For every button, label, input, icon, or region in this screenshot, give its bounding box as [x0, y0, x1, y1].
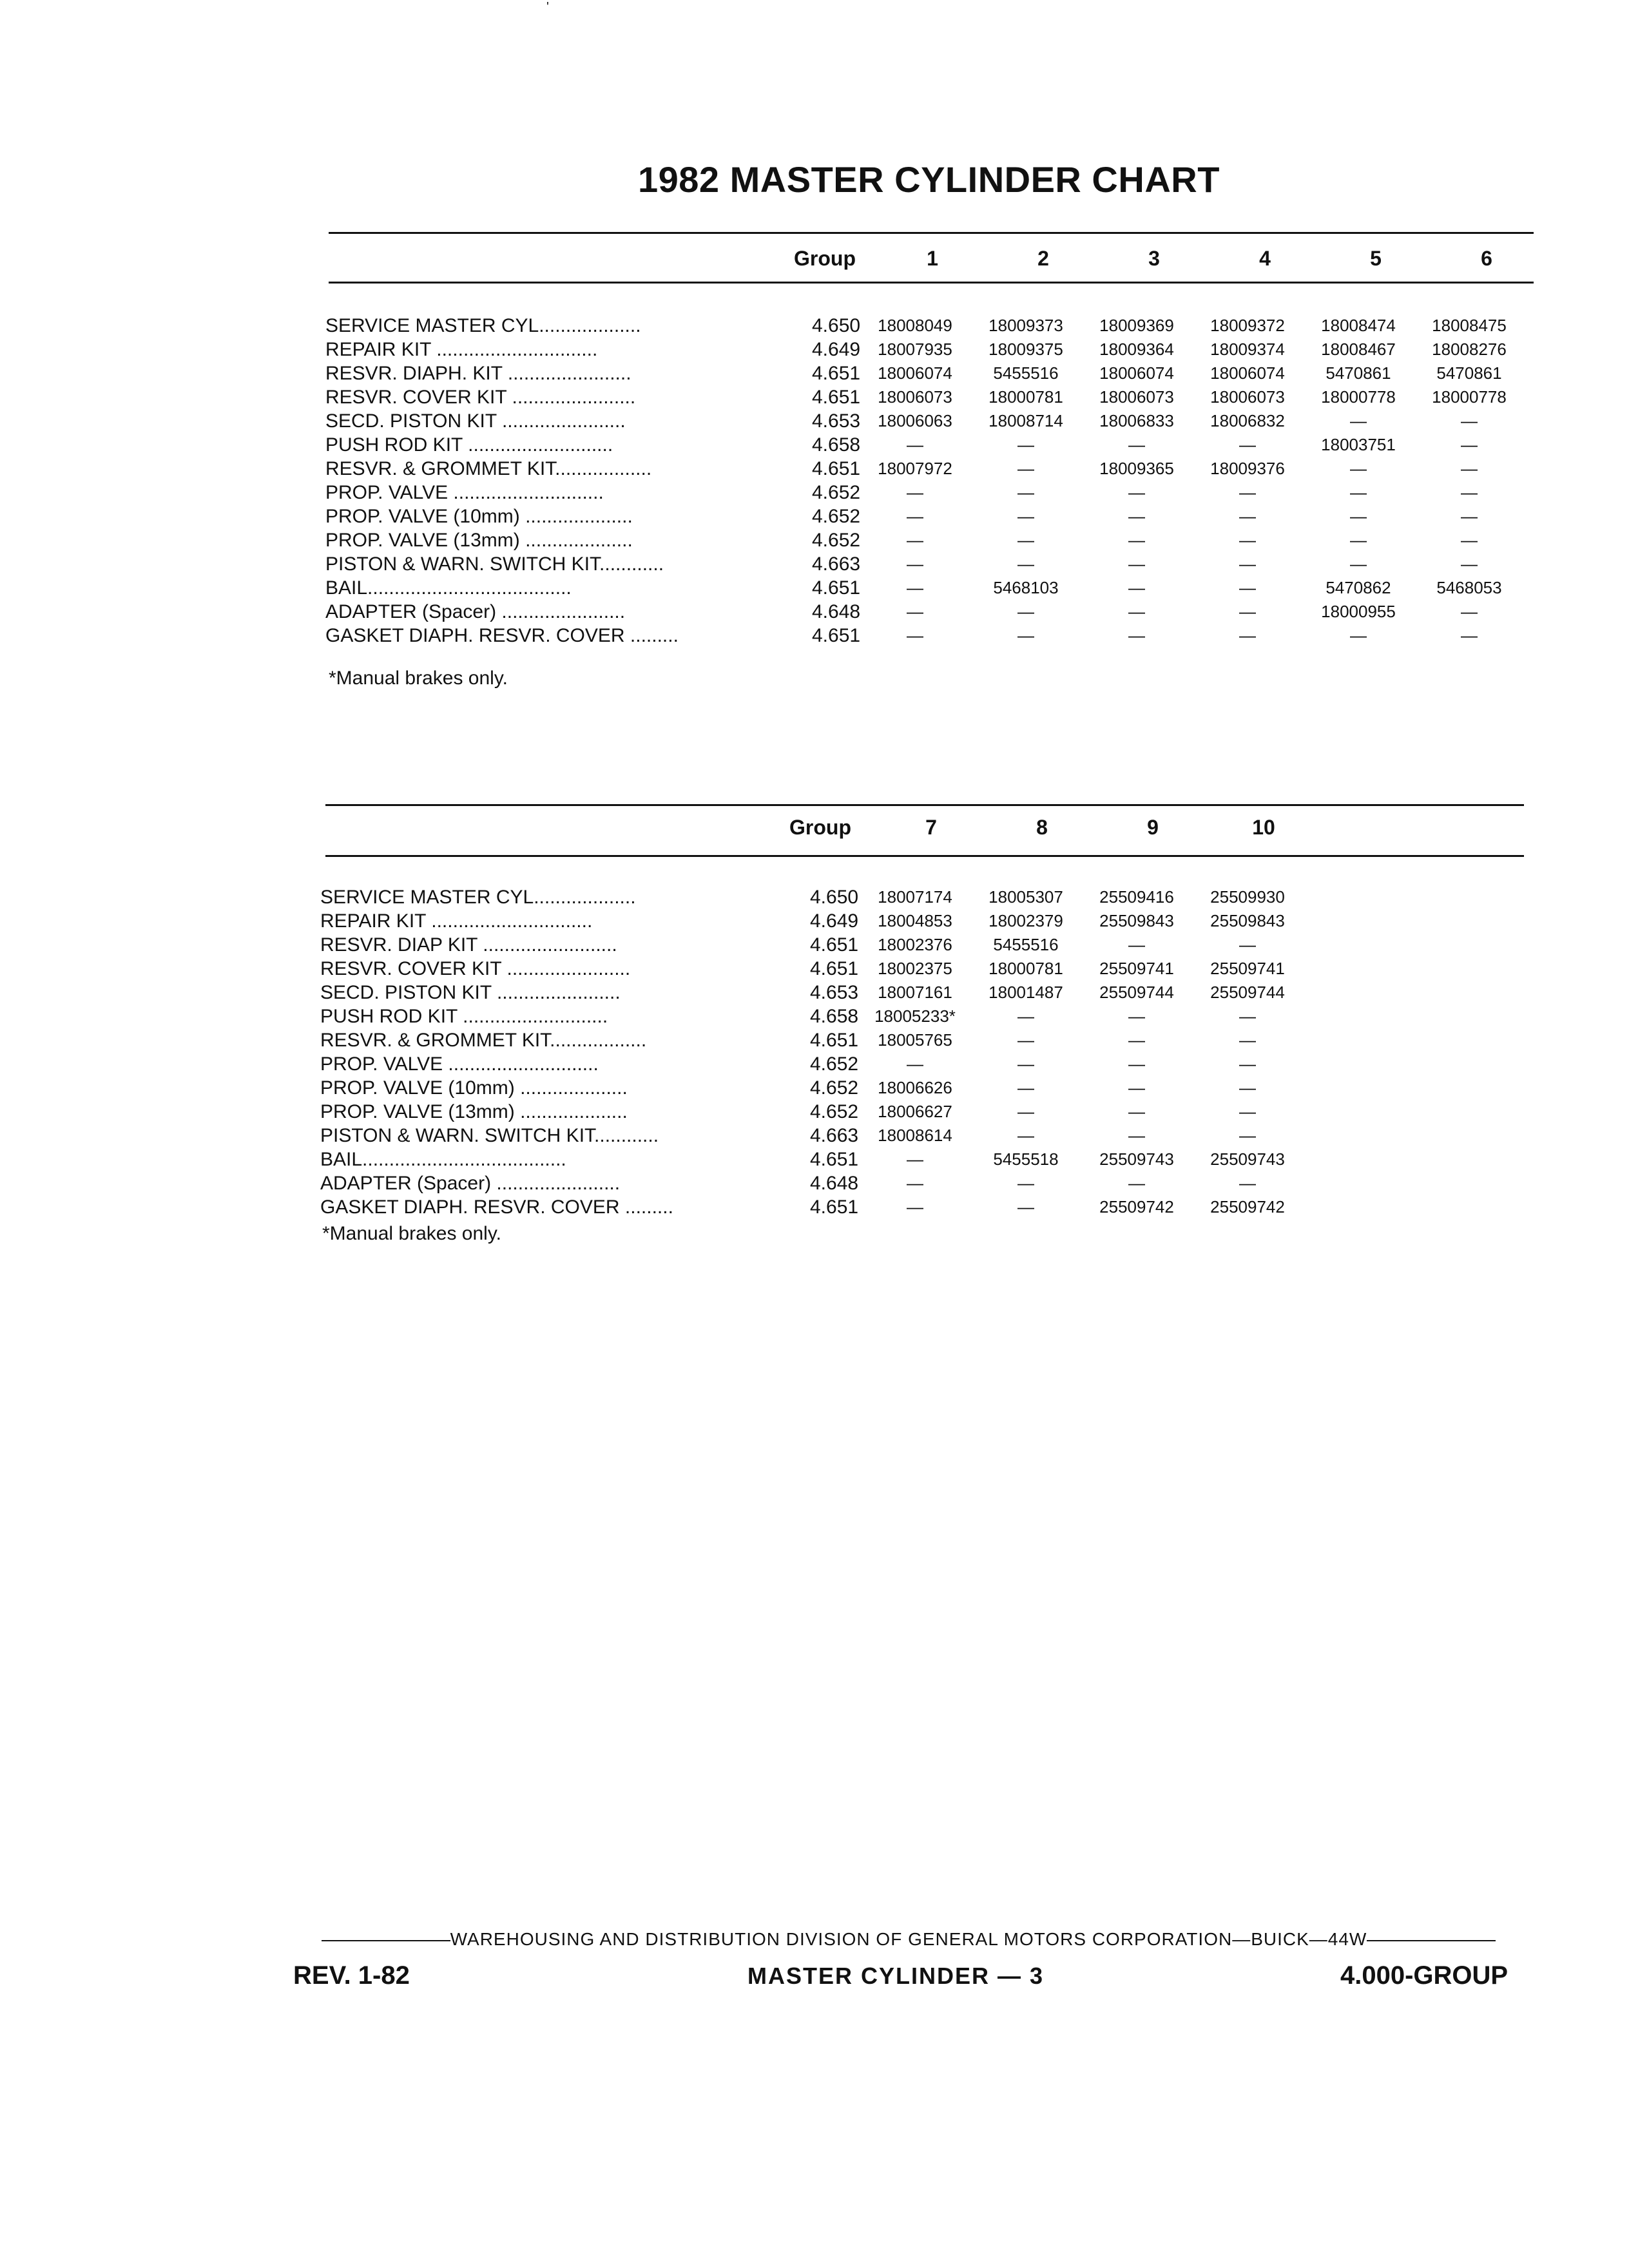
row-group: 4.652 — [810, 1101, 859, 1122]
row-label: SECD. PISTON KIT ....................... — [320, 982, 621, 1003]
division-footer — [293, 1929, 1524, 1950]
row-group: 4.658 — [810, 1006, 859, 1027]
part-number-cell: 18004853 — [878, 911, 952, 930]
row-label: RESVR. & GROMMET KIT.................. — [320, 1030, 647, 1051]
part-number-cell: 18000778 — [1432, 387, 1507, 407]
part-number-cell: — — [1128, 1173, 1145, 1193]
part-number-cell: — — [1239, 435, 1256, 454]
part-number-cell: 18006074 — [1099, 363, 1174, 383]
row-group: 4.651 — [812, 363, 861, 384]
table-row — [325, 624, 1537, 648]
table1-header — [794, 247, 1535, 273]
row-label: RESVR. DIAPH. KIT ....................... — [325, 363, 631, 384]
part-number-cell: 25509843 — [1210, 911, 1285, 930]
part-number-cell: — — [1017, 506, 1034, 526]
part-number-cell: — — [1239, 1126, 1256, 1145]
part-number-cell: — — [1239, 602, 1256, 621]
part-number-cell: 18005765 — [878, 1030, 952, 1050]
part-number-cell: 5455516 — [993, 363, 1059, 383]
row-label: PISTON & WARN. SWITCH KIT............ — [325, 553, 664, 575]
table-row — [325, 338, 1537, 361]
part-number-cell: 18008276 — [1432, 340, 1507, 359]
row-label: PROP. VALVE (13mm) .................... — [325, 530, 633, 551]
part-number-cell: — — [1239, 1173, 1256, 1193]
part-number-cell: 5468103 — [993, 578, 1059, 597]
row-label: BAIL...................................... — [325, 577, 572, 599]
table-row — [325, 457, 1537, 481]
part-number-cell: 25509742 — [1210, 1197, 1285, 1216]
row-label: REPAIR KIT .............................. — [320, 910, 593, 932]
part-number-cell: 18005233* — [874, 1006, 956, 1026]
part-number-cell: — — [1239, 483, 1256, 502]
row-label: PISTON & WARN. SWITCH KIT............ — [320, 1125, 659, 1146]
part-number-cell: — — [907, 1197, 923, 1216]
part-number-cell: 18006073 — [1099, 387, 1174, 407]
part-number-cell: — — [1128, 1030, 1145, 1050]
row-group: 4.651 — [812, 458, 861, 479]
part-number-cell: 18007935 — [878, 340, 952, 359]
row-group: 4.650 — [810, 887, 859, 908]
table-row — [320, 1052, 1287, 1076]
part-number-cell: 18009369 — [1099, 316, 1174, 335]
row-group: 4.651 — [810, 958, 859, 979]
part-number-cell: — — [1239, 1006, 1256, 1026]
part-number-cell: — — [1128, 530, 1145, 550]
part-number-cell: — — [1239, 578, 1256, 597]
row-group: 4.652 — [810, 1077, 859, 1099]
part-number-cell: — — [1128, 1006, 1145, 1026]
row-group: 4.651 — [810, 1149, 859, 1170]
part-number-cell: — — [907, 554, 923, 573]
table-row — [325, 552, 1537, 576]
table-row — [320, 1148, 1287, 1171]
table-row — [325, 481, 1537, 505]
row-group: 4.652 — [812, 530, 861, 551]
part-number-cell: — — [1239, 626, 1256, 645]
part-number-cell: 18009374 — [1210, 340, 1285, 359]
table-row — [325, 409, 1537, 433]
part-number-cell: 18006073 — [878, 387, 952, 407]
table-row — [325, 528, 1537, 552]
part-number-cell: — — [1350, 506, 1367, 526]
part-number-cell: — — [1017, 483, 1034, 502]
part-number-cell: — — [1017, 1006, 1034, 1026]
part-number-cell: — — [1017, 530, 1034, 550]
part-number-cell: 25509744 — [1099, 983, 1174, 1002]
part-number-cell: — — [1350, 530, 1367, 550]
part-number-cell: — — [907, 1173, 923, 1193]
part-number-cell: — — [1239, 554, 1256, 573]
part-number-cell: — — [1350, 626, 1367, 645]
table1-col-header: 1 — [927, 247, 938, 270]
part-number-cell: 18009365 — [1099, 459, 1174, 478]
table-row — [320, 1028, 1287, 1052]
part-number-cell: 18006626 — [878, 1078, 952, 1097]
row-label: PROP. VALVE ............................ — [325, 482, 604, 503]
part-number-cell: — — [1239, 1078, 1256, 1097]
part-number-cell: — — [1128, 435, 1145, 454]
part-number-cell: — — [1128, 602, 1145, 621]
part-number-cell: — — [907, 626, 923, 645]
part-number-cell: 18000781 — [988, 959, 1063, 978]
part-number-cell: — — [1461, 483, 1478, 502]
part-number-cell: — — [1350, 411, 1367, 430]
part-number-cell: 25509741 — [1210, 959, 1285, 978]
part-number-cell: 25509742 — [1099, 1197, 1174, 1216]
part-number-cell: — — [1128, 506, 1145, 526]
part-number-cell: 25509744 — [1210, 983, 1285, 1002]
part-number-cell: — — [1017, 554, 1034, 573]
table1-footnote: *Manual brakes only. — [329, 668, 508, 689]
table-row — [320, 1171, 1287, 1195]
table2-col-header: 7 — [925, 816, 937, 839]
row-group: 4.652 — [812, 482, 861, 503]
part-number-cell: — — [907, 483, 923, 502]
part-number-cell: — — [1128, 626, 1145, 645]
row-group: 4.663 — [810, 1125, 859, 1146]
part-number-cell: — — [1128, 483, 1145, 502]
table-row — [325, 505, 1537, 528]
part-number-cell: 18006074 — [878, 363, 952, 383]
table2-group-header: Group — [789, 816, 851, 839]
part-number-cell: — — [907, 1054, 923, 1073]
row-label: REPAIR KIT .............................. — [325, 339, 598, 360]
table-row — [320, 1100, 1287, 1124]
table1-col-header: 6 — [1481, 247, 1492, 270]
scan-mark: ' — [546, 0, 549, 14]
part-number-cell: 18008475 — [1432, 316, 1507, 335]
part-number-cell: — — [1461, 602, 1478, 621]
table2-footnote: *Manual brakes only. — [322, 1223, 501, 1244]
part-number-cell: — — [1239, 506, 1256, 526]
part-number-cell: 18008474 — [1321, 316, 1396, 335]
part-number-cell: 25509743 — [1099, 1149, 1174, 1169]
part-number-cell: — — [907, 435, 923, 454]
part-number-cell: 25509416 — [1099, 887, 1174, 907]
part-number-cell: 18006833 — [1099, 411, 1174, 430]
part-number-cell: 18000781 — [988, 387, 1063, 407]
table2-body — [320, 885, 1287, 1219]
part-number-cell: — — [1461, 411, 1478, 430]
division-text: WAREHOUSING AND DISTRIBUTION DIVISION OF GENERAL MOTORS CORPORATION—BUICK—44W — [450, 1929, 1367, 1949]
part-number-cell: — — [1017, 1173, 1034, 1193]
row-label: PROP. VALVE (13mm) .................... — [320, 1101, 628, 1122]
part-number-cell: — — [1017, 459, 1034, 478]
table-row — [320, 885, 1287, 909]
row-label: RESVR. DIAP KIT ......................... — [320, 934, 617, 956]
part-number-cell: 18005307 — [988, 887, 1063, 907]
table1-body — [325, 314, 1537, 648]
row-group: 4.653 — [810, 982, 859, 1003]
row-label: PUSH ROD KIT ........................... — [320, 1006, 608, 1027]
part-number-cell: — — [1017, 1078, 1034, 1097]
part-number-cell: — — [1461, 626, 1478, 645]
page-title: 1982 MASTER CYLINDER CHART — [638, 159, 1220, 200]
part-number-cell: 18002376 — [878, 935, 952, 954]
part-number-cell: — — [1017, 1126, 1034, 1145]
part-number-cell: — — [1128, 935, 1145, 954]
part-number-cell: — — [907, 578, 923, 597]
part-number-cell: 18006074 — [1210, 363, 1285, 383]
part-number-cell: 18009373 — [988, 316, 1063, 335]
table2-col-header: 9 — [1147, 816, 1159, 839]
row-label: ADAPTER (Spacer) ....................... — [320, 1173, 621, 1194]
part-number-cell: 25509843 — [1099, 911, 1174, 930]
table2-col-header: 10 — [1252, 816, 1275, 839]
part-number-cell: — — [1239, 1030, 1256, 1050]
table-row — [325, 361, 1537, 385]
part-number-cell: — — [1461, 554, 1478, 573]
part-number-cell: 25509743 — [1210, 1149, 1285, 1169]
table1-col-header: 2 — [1037, 247, 1049, 270]
part-number-cell: 5455516 — [993, 935, 1059, 954]
part-number-cell: 18006073 — [1210, 387, 1285, 407]
part-number-cell: 25509930 — [1210, 887, 1285, 907]
part-number-cell: — — [907, 506, 923, 526]
part-number-cell: 5470862 — [1325, 578, 1391, 597]
part-number-cell: 18009372 — [1210, 316, 1285, 335]
part-number-cell: — — [1128, 1102, 1145, 1121]
part-number-cell: 18001487 — [988, 983, 1063, 1002]
row-group: 4.648 — [812, 601, 861, 622]
revision-label: REV. 1-82 — [293, 1961, 410, 1990]
part-number-cell: 18007174 — [878, 887, 952, 907]
part-number-cell: — — [1239, 530, 1256, 550]
row-label: ADAPTER (Spacer) ....................... — [325, 601, 626, 622]
page-label: MASTER CYLINDER — 3 — [747, 1963, 1045, 1989]
table1-col-header: 4 — [1259, 247, 1271, 270]
part-number-cell: 5470861 — [1436, 363, 1502, 383]
table2-header — [789, 816, 1369, 841]
row-group: 4.649 — [810, 910, 859, 932]
part-number-cell: 18000955 — [1321, 602, 1396, 621]
row-label: PROP. VALVE (10mm) .................... — [320, 1077, 628, 1099]
part-number-cell: — — [1017, 1054, 1034, 1073]
part-number-cell: — — [1128, 578, 1145, 597]
row-label: PROP. VALVE ............................ — [320, 1053, 599, 1075]
part-number-cell: — — [1350, 459, 1367, 478]
row-group: 4.651 — [810, 934, 859, 956]
table-row — [325, 576, 1537, 600]
row-label: GASKET DIAPH. RESVR. COVER ......... — [325, 625, 679, 646]
row-group: 4.652 — [812, 506, 861, 527]
table-row — [320, 1004, 1287, 1028]
part-number-cell: — — [907, 602, 923, 621]
part-number-cell: — — [1461, 459, 1478, 478]
row-group: 4.650 — [812, 315, 861, 336]
table1-col-header: 5 — [1370, 247, 1382, 270]
part-number-cell: — — [907, 1149, 923, 1169]
row-label: BAIL...................................... — [320, 1149, 566, 1170]
row-label: GASKET DIAPH. RESVR. COVER ......... — [320, 1196, 673, 1218]
part-number-cell: 18002379 — [988, 911, 1063, 930]
part-number-cell: — — [1128, 1126, 1145, 1145]
part-number-cell: 18000778 — [1321, 387, 1396, 407]
row-label: RESVR. COVER KIT ....................... — [325, 387, 636, 408]
table-row — [325, 314, 1537, 338]
row-group: 4.651 — [812, 625, 861, 646]
part-number-cell: — — [1128, 1054, 1145, 1073]
row-group: 4.663 — [812, 553, 861, 575]
table-row — [320, 1124, 1287, 1148]
group-label: 4.000-GROUP — [1340, 1961, 1509, 1990]
row-group: 4.651 — [812, 577, 861, 599]
part-number-cell: 5455518 — [993, 1149, 1059, 1169]
row-group: 4.651 — [810, 1196, 859, 1218]
table2-header-rule — [325, 855, 1524, 857]
part-number-cell: 5468053 — [1436, 578, 1502, 597]
part-number-cell: — — [1017, 626, 1034, 645]
part-number-cell: — — [1128, 1078, 1145, 1097]
row-label: SERVICE MASTER CYL................... — [320, 887, 636, 908]
table-row — [325, 600, 1537, 624]
part-number-cell: — — [1128, 554, 1145, 573]
row-group: 4.653 — [812, 410, 861, 432]
part-number-cell: — — [1017, 1030, 1034, 1050]
table-row — [320, 981, 1287, 1004]
table1-header-rule — [329, 282, 1534, 284]
row-label: RESVR. COVER KIT ....................... — [320, 958, 631, 979]
part-number-cell: — — [1239, 935, 1256, 954]
part-number-cell: 18007972 — [878, 459, 952, 478]
table-row — [320, 957, 1287, 981]
table2-top-rule — [325, 804, 1524, 806]
part-number-cell: 18008049 — [878, 316, 952, 335]
part-number-cell: — — [1461, 435, 1478, 454]
part-number-cell: — — [1239, 1054, 1256, 1073]
part-number-cell: 18009364 — [1099, 340, 1174, 359]
part-number-cell: 18006063 — [878, 411, 952, 430]
part-number-cell: 18002375 — [878, 959, 952, 978]
part-number-cell: — — [1017, 1197, 1034, 1216]
row-group: 4.651 — [810, 1030, 859, 1051]
part-number-cell: — — [907, 530, 923, 550]
part-number-cell: — — [1239, 1102, 1256, 1121]
row-label: PROP. VALVE (10mm) .................... — [325, 506, 633, 527]
table-row — [325, 433, 1537, 457]
row-label: RESVR. & GROMMET KIT.................. — [325, 458, 652, 479]
part-number-cell: — — [1350, 483, 1367, 502]
part-number-cell: — — [1017, 435, 1034, 454]
table-row — [325, 385, 1537, 409]
row-group: 4.648 — [810, 1173, 859, 1194]
table1-col-header: 3 — [1148, 247, 1160, 270]
part-number-cell: — — [1350, 554, 1367, 573]
row-label: SECD. PISTON KIT ....................... — [325, 410, 626, 432]
table-row — [320, 1076, 1287, 1100]
row-label: SERVICE MASTER CYL................... — [325, 315, 641, 336]
table1-group-header: Group — [794, 247, 856, 270]
part-number-cell: 18007161 — [878, 983, 952, 1002]
row-group: 4.652 — [810, 1053, 859, 1075]
part-number-cell: — — [1461, 530, 1478, 550]
part-number-cell: 18009376 — [1210, 459, 1285, 478]
table1-top-rule — [329, 232, 1534, 234]
part-number-cell: 18003751 — [1321, 435, 1396, 454]
row-group: 4.651 — [812, 387, 861, 408]
row-group: 4.649 — [812, 339, 861, 360]
part-number-cell: 18006832 — [1210, 411, 1285, 430]
row-label: PUSH ROD KIT ........................... — [325, 434, 613, 456]
part-number-cell: 18006627 — [878, 1102, 952, 1121]
part-number-cell: 18008714 — [988, 411, 1063, 430]
table-row — [320, 933, 1287, 957]
row-group: 4.658 — [812, 434, 861, 456]
table-row — [320, 1195, 1287, 1219]
part-number-cell: 18008614 — [878, 1126, 952, 1145]
part-number-cell: — — [1461, 506, 1478, 526]
table2-col-header: 8 — [1036, 816, 1048, 839]
part-number-cell: 18009375 — [988, 340, 1063, 359]
part-number-cell: — — [1017, 602, 1034, 621]
part-number-cell: 18008467 — [1321, 340, 1396, 359]
part-number-cell: 25509741 — [1099, 959, 1174, 978]
table-row — [320, 909, 1287, 933]
part-number-cell: 5470861 — [1325, 363, 1391, 383]
part-number-cell: — — [1017, 1102, 1034, 1121]
